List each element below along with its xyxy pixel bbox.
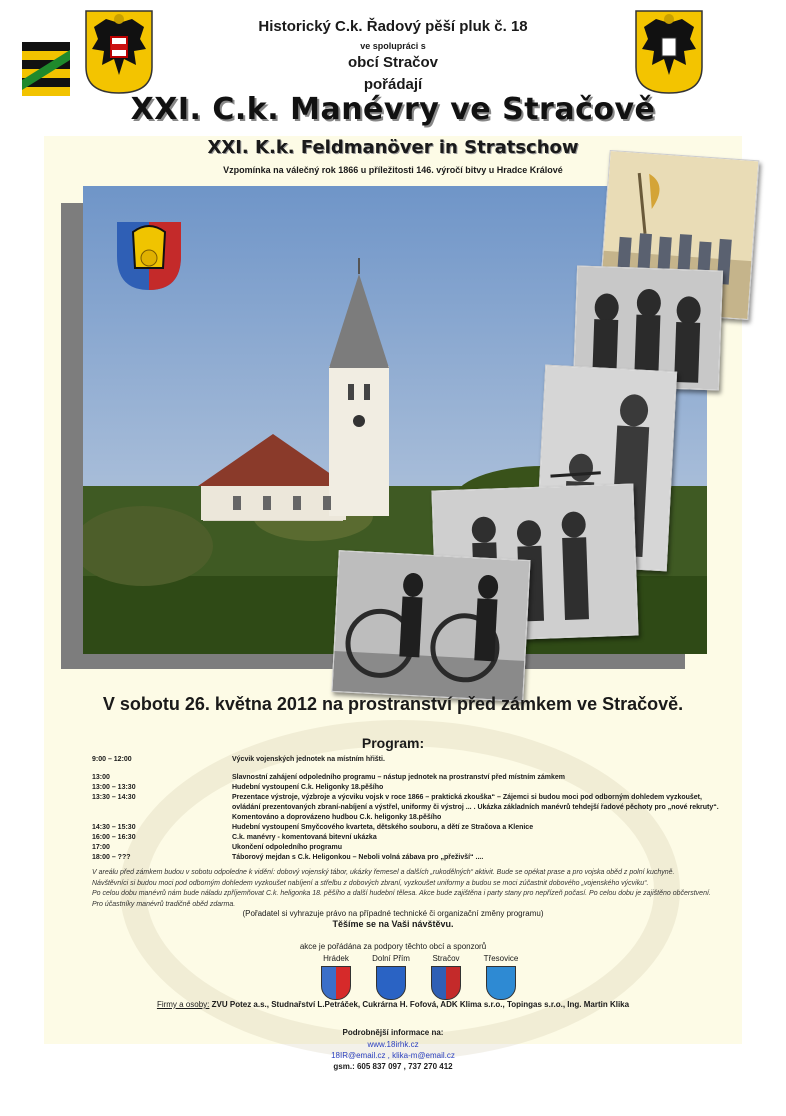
website-link[interactable]: www.18irhk.cz — [367, 1040, 419, 1049]
event-date-location: V sobotu 26. května 2012 na prostranství před zámkem ve Stračově. — [102, 694, 684, 714]
supporting-villages — [306, 954, 526, 1002]
hradek-crest-icon — [321, 966, 351, 1000]
organizer-disclaimer: (Pořadatel si vyhrazuje právo na případné technické či organizační změny programu) — [242, 909, 544, 918]
cooperation-note: ve spolupráci s — [360, 41, 426, 51]
village-tresovice — [471, 954, 531, 1000]
info-line: Pro účastníky manévrů tradičně oběd zdarma. — [92, 900, 236, 908]
village-name: Hrádek — [323, 954, 349, 963]
tresovice-crest-icon — [486, 966, 516, 1000]
more-info-heading: Podrobnější informace na: — [342, 1028, 444, 1037]
village-hradek — [306, 954, 366, 1000]
dolni-prim-crest-icon — [376, 966, 406, 1000]
info-line: Po celou dobu manévrů nám bude náladu zpříjemňovat C.k. heligonka 18. pěšího a další hudební tělesa. Akce bude zajištěna i party stany pro nepřízeň počasí. Po celou dobu je zajištěno občerstvení. — [92, 890, 711, 897]
organizer-name: Historický C.k. Řadový pěší pluk č. 18 — [258, 18, 528, 35]
email-links[interactable]: 18IR@email.cz , klika-m@email.cz — [331, 1051, 455, 1060]
program-description: Ukončení odpoledního programu — [232, 844, 343, 851]
program-time: 17:00 — [92, 844, 110, 851]
village-stracov — [416, 954, 476, 1000]
program-time: 18:00 – ??? — [92, 854, 131, 861]
organize-verb: pořádají — [363, 76, 423, 93]
program-time: 13:30 – 14:30 — [92, 794, 136, 801]
event-title-czech: XXI. C.k. Manévry ve Stračově — [130, 92, 656, 127]
program-description: Hudební vystoupení Smyčcového kvarteta, dětského souboru, a dětí ze Stračova a Klenice — [232, 824, 534, 831]
firms-list: ZVU Potez a.s., Studnařství L.Petráček, Cukrárna H. Fofová, ADK Klima s.r.o., Topingas s.r.o., Ing. Martin Klika — [209, 1000, 630, 1009]
event-title-german: XXI. K.k. Feldmanöver in Stratschow — [207, 137, 579, 158]
info-line: V areálu před zámkem budou v sobotu odpoledne k vidění: dobový vojenský tábor, ukázky řemesel a dalších „rukodělných“ aktivit. Bude se opékat prase a pro vojska oběd z polní kuchyně. — [92, 869, 675, 876]
program-time: 13:00 — [92, 774, 110, 781]
municipality-name: obcí Stračov — [347, 54, 439, 71]
program-description: Táborový mejdan s C.k. Heligonkou – Neboli volná zábava pro „přeživší“ .... — [232, 854, 484, 861]
program-description: Slavnostní zahájení odpoledního programu – nástup jednotek na prostranství před místním zámkem — [232, 774, 565, 781]
sponsors-intro: akce je pořádána za podpory těchto obcí a sponzorů — [299, 942, 487, 951]
program-description: Výcvik vojenských jednotek na místním hřišti. — [232, 756, 385, 763]
program-description: C.k. manévry - komentovaná bitevní ukázka — [232, 834, 377, 841]
sponsor-firms — [0, 1000, 786, 1009]
event-subtitle: Vzpomínka na válečný rok 1866 u příležitosti 146. výročí bitvy u Hradce Králové — [223, 165, 563, 175]
program-time: 9:00 – 12:00 — [92, 756, 132, 763]
info-line: Návštěvníci si budou moci pod odborným dohledem vyzkoušet nabíjení a střelbu z dobových zbraní, vyzkoušet uniformy a budou se moci zúčastnit dobového „vojenského výcviku“. — [92, 879, 649, 887]
program-time: 14:30 – 15:30 — [92, 824, 136, 831]
program-description: Prezentace výstroje, výzbroje a výcviku vojsk v roce 1866 – praktická zkouška“ – Zájemci si budou moci pod odborným dohledem vyzkoušet, — [232, 794, 702, 801]
village-dolni-prim — [361, 954, 421, 1000]
welcome-message: Těšíme se na Vaši návštěvu. — [332, 919, 454, 929]
program-time: 13:00 – 13:30 — [92, 784, 136, 791]
cannon-artillery-photo — [331, 550, 530, 702]
program-description: Hudební vystoupení C.k. Heligonky 18.pěšího — [232, 784, 384, 791]
program-time: 16:00 – 16:30 — [92, 834, 136, 841]
village-name: Stračov — [432, 954, 460, 963]
village-name: Dolní Přím — [372, 954, 410, 963]
phone-numbers: gsm.: 605 837 097 , 737 270 412 — [333, 1062, 453, 1071]
event-information — [92, 868, 752, 910]
program-heading: Program: — [361, 735, 425, 751]
village-name: Třesovice — [483, 954, 519, 963]
firms-label: Firmy a osoby: — [156, 1000, 210, 1009]
stracov-crest-icon — [431, 966, 461, 1000]
program-description: Komentováno a doprovázeno hudbou C.k. heligonky 18.pěšího — [232, 814, 442, 821]
program-description: ovládání prezentovaných zbraní-nabíjení a výstřel, uniformy či výstroj ... . Ukázka základních manévrů tehdejší řadové pěchoty pro „nové rekruty“. — [232, 804, 719, 811]
